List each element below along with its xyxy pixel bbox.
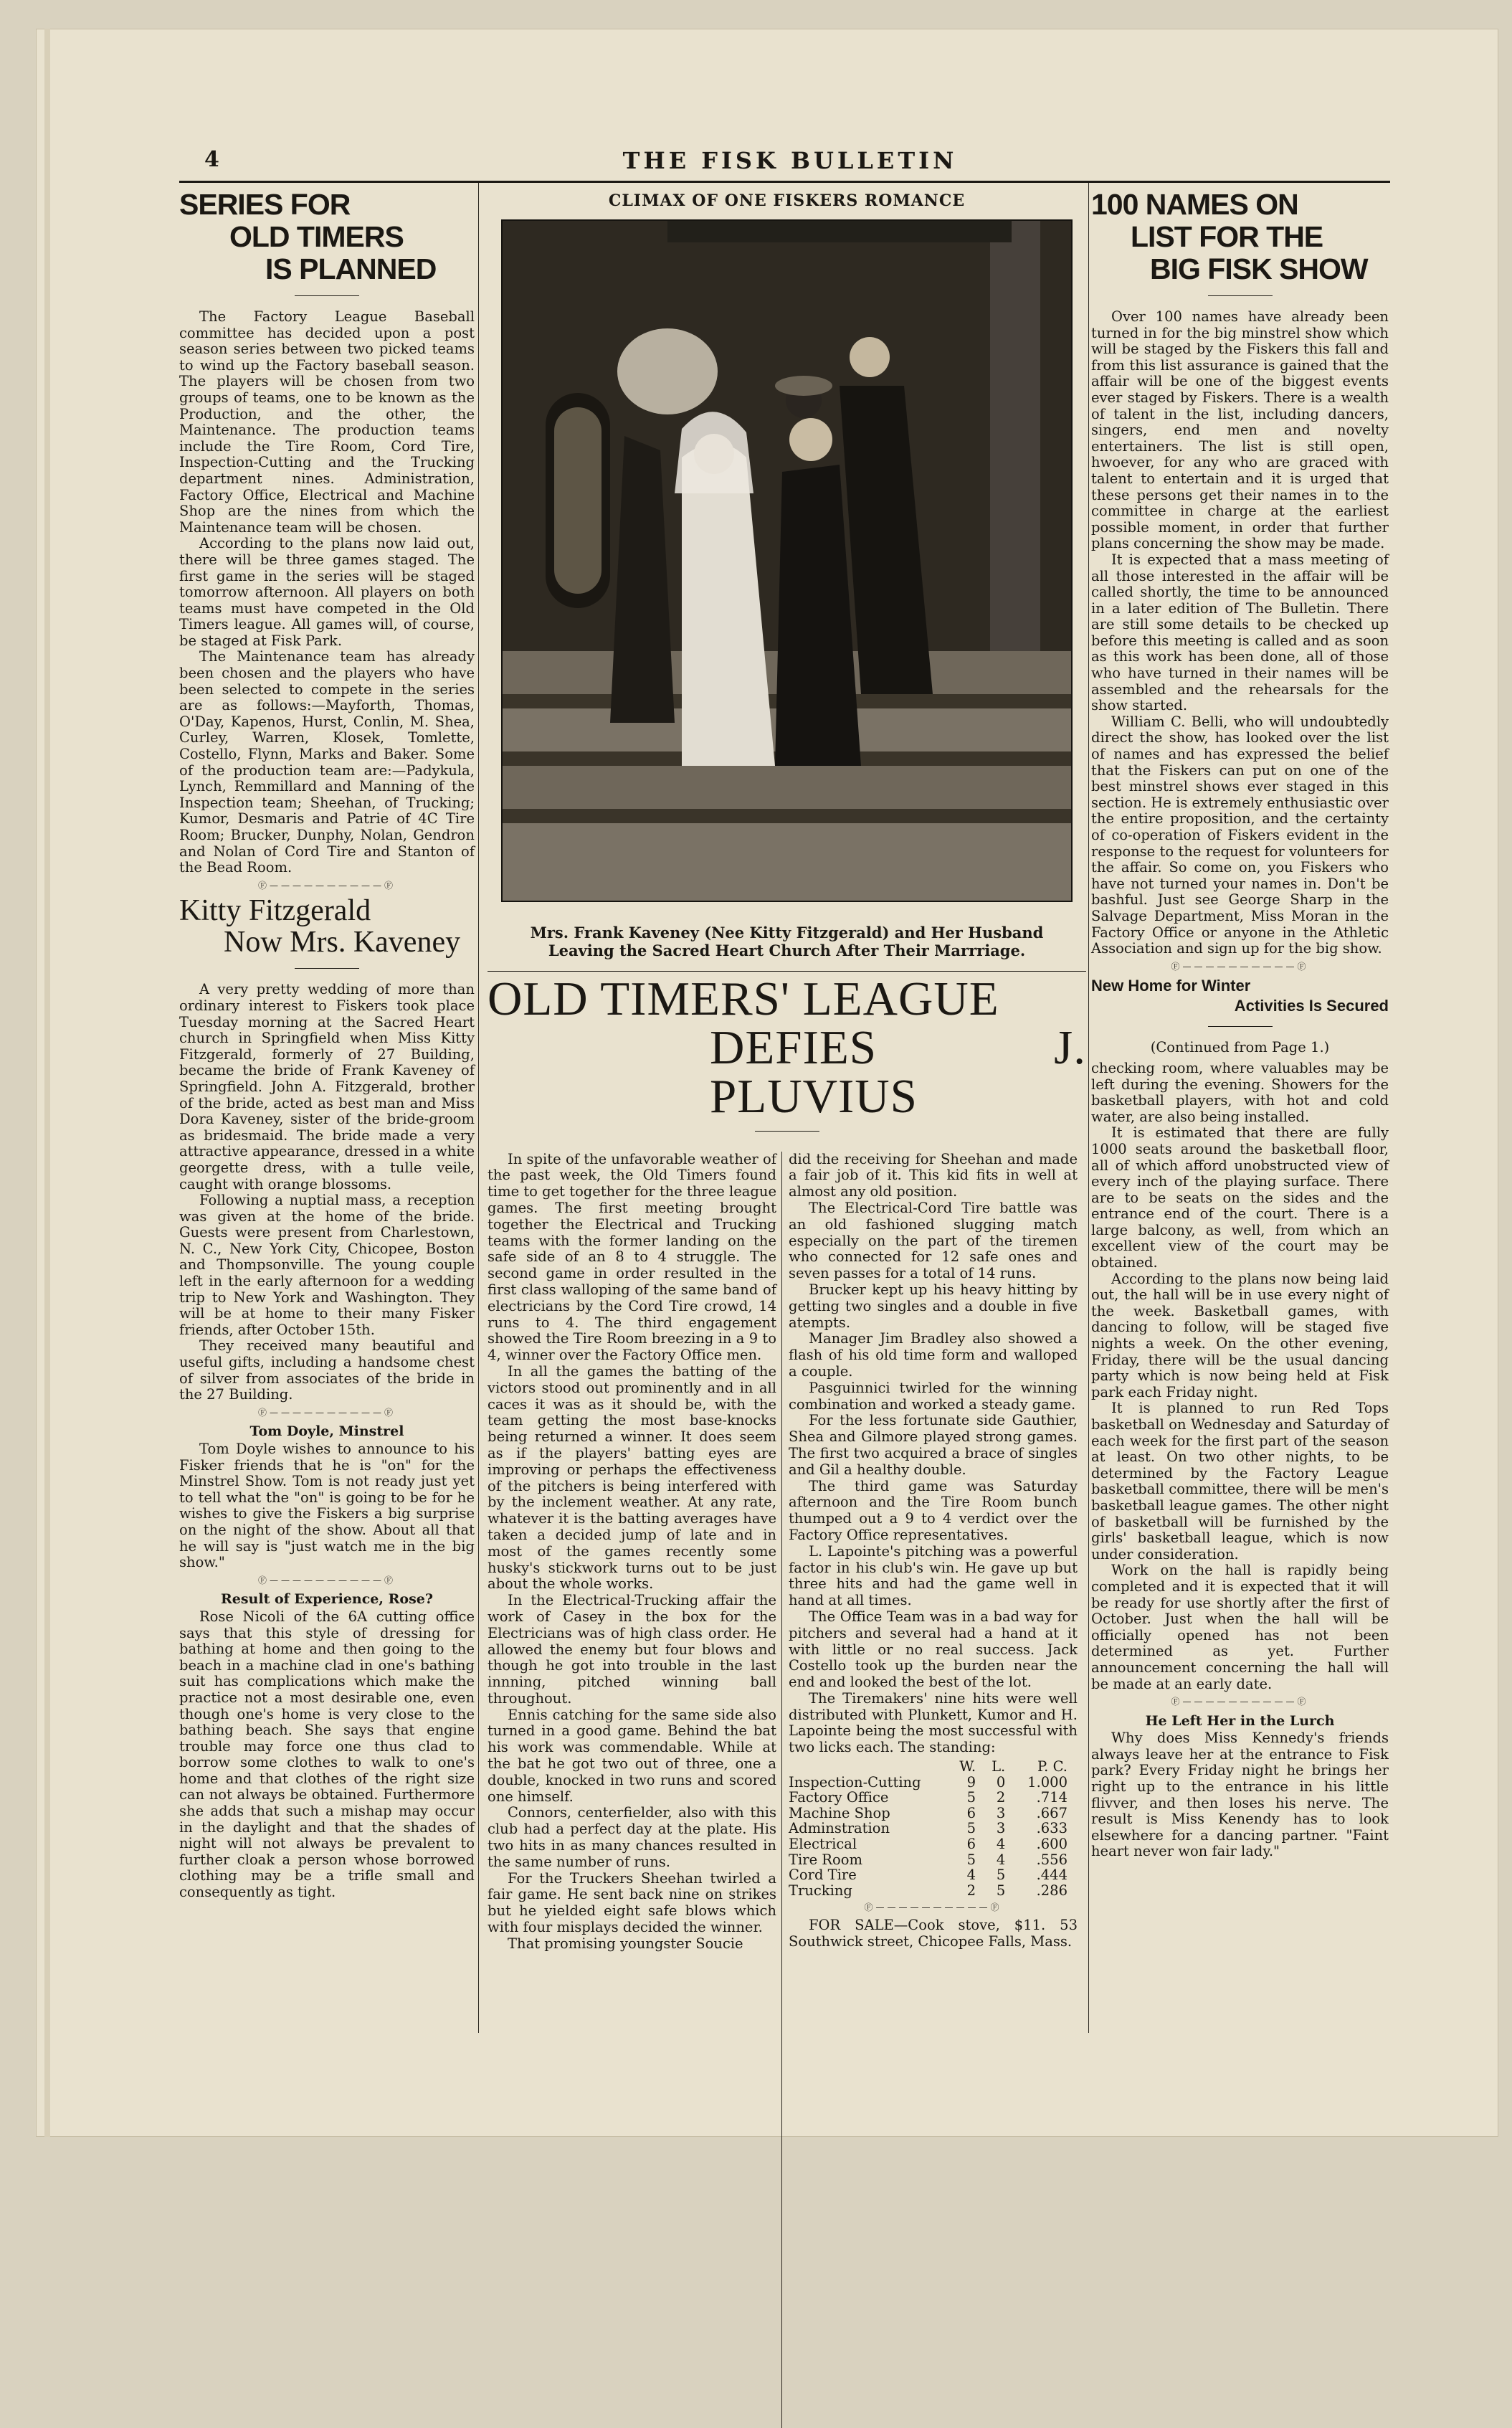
winter-headline xyxy=(1091,976,1389,1016)
divider xyxy=(755,1131,819,1132)
right-column xyxy=(1091,183,1389,1860)
article-paragraph: According to the plans now being laid out, the hall will be in use every night of the week. Basketball games, with dancing to follow, will be staged five nights a week. On the other evening, Friday, there will be the usual dancing party which is now being held at Fisk park each Friday night. xyxy=(1091,1270,1389,1400)
article-paragraph: It is expected that a mass meeting of all those interested in the affair will be called shortly, the time to be announced in a later edition of The Bulletin. There are still some details to be checked up before this meeting is called and as soon as this work has been done, all of those who have turned in their names will be assembled and the rehearsals for the show started. xyxy=(1091,551,1389,714)
losses: 5 xyxy=(996,1867,1006,1884)
headline-line: OLD TIMERS xyxy=(229,220,404,253)
standings-table xyxy=(789,1759,1078,1898)
pct: .633 xyxy=(1036,1820,1068,1837)
wins: 6 xyxy=(966,1836,976,1853)
wins: 4 xyxy=(966,1867,976,1884)
photo-caption xyxy=(488,924,1086,959)
page-fold-edge xyxy=(44,29,50,2137)
article-paragraph: Following a nuptial mass, a reception was given at the home of the bride. Guests were present from Charlestown, N. C., New York City, Chicopee, Boston and Thompsonville. The young couple left in the early afternoon for a wedding trip to New York and Washington. They will be at home to their many Fisker friends, after October 15th. xyxy=(179,1192,475,1338)
headline-line: Now Mrs. Kaveney xyxy=(224,926,461,959)
pct: 1.000 xyxy=(1027,1773,1068,1791)
article-paragraph: They received many beautiful and useful gifts, including a handsome chest of silver from associates of the bride in the 27 Building. xyxy=(179,1337,475,1403)
article-paragraph: It is planned to run Red Tops basketball on Wednesday and Saturday of each week for the first part of the season at least. On two other nights, to be determined by the Factory League basketball committee, there will be men's basketball league games. The other night of basketball will be furnished by the girls' basketball league, which is now under consideration. xyxy=(1091,1400,1389,1562)
headline-line: SERIES FOR xyxy=(179,188,351,221)
losses: 2 xyxy=(996,1789,1006,1806)
losses: 3 xyxy=(996,1820,1006,1837)
losses: 0 xyxy=(996,1773,1006,1791)
fisk-dingbat-divider: Ⓕ——————————Ⓕ xyxy=(864,1902,1002,1913)
team-name: Electrical xyxy=(789,1836,857,1853)
page-number: 4 xyxy=(204,147,219,172)
minstrel-headline xyxy=(1091,189,1389,285)
column-rule xyxy=(1088,183,1089,2033)
team-name: Inspection-Cutting xyxy=(789,1773,921,1791)
league-column-b xyxy=(789,1152,1078,1950)
divider xyxy=(295,295,359,296)
article-paragraph: Connors, centerfielder, also with this club had a perfect day at the plate. His two hits in as many chances resulted in the same number of runs. xyxy=(488,1804,776,1870)
article-paragraph: In the Electrical-Trucking affair the work of Casey in the box for the Electricians was of high class order. He allowed the enemy but four blows and though he got into trouble in the last innning, pitched winning ball throughout. xyxy=(488,1592,776,1707)
left-column xyxy=(179,183,475,1901)
article-paragraph: A very pretty wedding of more than ordinary interest to Fiskers took place Tuesday morning at the Sacred Heart church in Springfield when Miss Kitty Fitzgerald, formerly of 27 Building, became the bride of Frank Kaveney of Springfield. John A. Fitzgerald, brother of the bride, acted as best man and Miss Dora Kaveney, sister of the bride-groom as bridesmaid. The bride made a very attractive appearance, dressed in a white georgette dress, with a tulle veile, caught with orange blossoms. xyxy=(179,981,475,1192)
header-wins: W. xyxy=(959,1758,976,1775)
article-paragraph: For the Truckers Sheehan twirled a fair game. He sent back nine on strikes but he yielded eight safe blows which with four misplays decided the winner. xyxy=(488,1869,776,1936)
article-paragraph: Ennis catching for the same side also turned in a good game. Behind the bat his work was commendable. While at the bat he got two out of three, one a double, knocked in two runs and scored one himself. xyxy=(488,1706,776,1805)
team-name: Cord Tire xyxy=(789,1867,857,1884)
headline-line: DEFIES J. PLUVIUS xyxy=(710,1020,1086,1123)
column-rule xyxy=(781,1152,782,2428)
league-column-a xyxy=(488,1152,776,1953)
article-paragraph: The Maintenance team has already been chosen and the players who have been selected to compete in the series are as follows:—Mayforth, Thomas, O'Day, Kapenos, Hurst, Conlin, M. Shea, Curley, Warren, Klosek, Tomlette, Costello, Flynn, Marks and Baker. Some of the production team are:—Padykula, Lynch, Remmillard and Manning of the Inspection team; Sheehan, of Trucking; Kumor, Desmaris and Patrie of 4C Tire Room; Brucker, Dunphy, Nolan, Gendron and Nolan of Cord Tire and Stanton of the Bead Room. xyxy=(179,648,475,876)
headline-line: IS PLANNED xyxy=(265,252,437,285)
caption-line: Mrs. Frank Kaveney (Nee Kitty Fitzgerald) and Her Husband xyxy=(530,923,1044,942)
losses: 4 xyxy=(996,1836,1006,1853)
standings-row xyxy=(789,1836,1078,1852)
standings-row xyxy=(789,1883,1078,1899)
article-paragraph: Why does Miss Kennedy's friends always leave her at the entrance to Fisk park? Every Friday night he brings her right up to the entrance in his little flivver, and then loses his nerve. The result is Miss Kenendy has to look elsewhere for a dancing partner. "Faint heart never won fair lady." xyxy=(1091,1730,1389,1860)
article-paragraph: did the receiving for Sheehan and made a fair job of it. This kid fits in well at almost any old position. xyxy=(789,1150,1078,1200)
header-pct: P. C. xyxy=(1037,1758,1068,1775)
article-paragraph: The Factory League Baseball committee has decided upon a post season series between two picked teams to wind up the Factory baseball season. The players will be chosen from two groups of teams, one to be known as the Production, and the other, the Maintenance. The production teams include the Tire Room, Cord Tire, Inspection-Cutting and the Trucking department nines. Administration, Factory Office, Electrical and Machine Shop are the nines from which the Maintenance team will be chosen. xyxy=(179,308,475,536)
article-paragraph: Pasguinnici twirled for the winning combination and worked a steady game. xyxy=(789,1379,1078,1413)
team-name: Tire Room xyxy=(789,1851,862,1868)
team-name: Adminstration xyxy=(789,1820,890,1837)
divider xyxy=(295,968,359,969)
pct: .444 xyxy=(1036,1867,1068,1884)
article-paragraph: Over 100 names have already been turned in for the big minstrel show which will be staged by the Fiskers this fall and from this list assurance is gained that the affair will be one of the biggest events ever staged by Fiskers. There is a wealth of talent in the list, including dancers, singers, end men and novelty entertainers. The list is still open, hwoever, for any who are graced with talent to entertain and it is urged that these persons get their names in to the committee in charge at the earliest possible moment, in order that further plans concerning the show may be made. xyxy=(1091,308,1389,552)
wins: 5 xyxy=(966,1789,976,1806)
article-paragraph: According to the plans now laid out, there will be three games staged. The first game in the series will be staged tomorrow afternoon. All players on both teams must have competed in the Old Timers league. All games will, of course, be staged at Fisk Park. xyxy=(179,535,475,649)
headline-line: 100 NAMES ON xyxy=(1091,188,1298,221)
article-paragraph: In spite of the unfavorable weather of the past week, the Old Timers found time to get together for the three league games. The first meeting brought together the Electrical and Trucking teams with the former landing on the safe side of an 8 to 4 struggle. The second game in order resulted in the first class walloping of the same band of electricians by the Cord Tire crowd, 14 runs to 4. The third engagement showed the Tire Room breezing in a 9 to 4, winner over the Factory Office men. xyxy=(488,1150,776,1364)
team-name: Factory Office xyxy=(789,1789,889,1806)
headline-line: Activities Is Secured xyxy=(1234,997,1389,1015)
headline-line: LIST FOR THE xyxy=(1131,220,1323,253)
standings-row xyxy=(789,1852,1078,1868)
header-losses: L. xyxy=(992,1758,1006,1775)
standings-row xyxy=(789,1867,1078,1883)
pct: .286 xyxy=(1036,1882,1068,1899)
pct: .556 xyxy=(1036,1851,1068,1868)
article-paragraph: L. Lapointe's pitching was a powerful factor in his club's win. He gave up but three hits and had the game well in hand at all times. xyxy=(789,1542,1078,1609)
article-paragraph: Manager Jim Bradley also showed a flash of his old time form and walloped a couple. xyxy=(789,1330,1078,1380)
wins: 5 xyxy=(966,1851,976,1868)
fisk-dingbat-divider: Ⓕ——————————Ⓕ xyxy=(257,1575,396,1585)
doyle-subhead: Tom Doyle, Minstrel xyxy=(249,1423,404,1440)
middle-column xyxy=(488,183,1086,1952)
team-name: Machine Shop xyxy=(789,1804,890,1821)
article-paragraph: The Tiremakers' nine hits were well distributed with Plunkett, Kumor and H. Lapointe being the most successful with two licks each. The standing: xyxy=(789,1689,1078,1756)
headline-line: Kitty Fitzgerald xyxy=(179,894,371,928)
article-paragraph: Tom Doyle wishes to announce to his Fisker friends that he is "on" for the Minstrel Show. Tom is not ready just yet to tell what the "on" is going to be for he wishes to give the Fiskers a big surprise on the night of the show. About all that he will say is "just watch me in the big show." xyxy=(179,1441,475,1571)
caption-line: Leaving the Sacred Heart Church After Their Marrriage. xyxy=(548,941,1026,959)
standings-row xyxy=(789,1806,1078,1821)
for-sale-ad: FOR SALE—Cook stove, $11. 53 Southwick street, Chicopee Falls, Mass. xyxy=(789,1917,1078,1950)
standings-header-row xyxy=(789,1759,1078,1775)
fisk-dingbat-divider: Ⓕ——————————Ⓕ xyxy=(1171,961,1309,972)
masthead xyxy=(197,147,1383,176)
wins: 9 xyxy=(966,1773,976,1791)
series-headline xyxy=(179,189,475,285)
article-paragraph: It is estimated that there are fully 1000 seats around the basketball floor, all of which afford unobstructed view of every inch of the playing surface. There are to be seats on the sides and the entrance end of the court. There is a large balcony, as well, from which an excellent view of the court may be obtained. xyxy=(1091,1124,1389,1271)
article-paragraph: Brucker kept up his heavy hitting by getting two singles and a double in five atempts. xyxy=(789,1281,1078,1331)
rose-subhead: Result of Experience, Rose? xyxy=(220,1591,434,1608)
article-paragraph: That promising youngster Soucie xyxy=(508,1935,743,1952)
lurch-subhead: He Left Her in the Lurch xyxy=(1145,1712,1335,1729)
pct: .714 xyxy=(1036,1789,1068,1806)
article-paragraph: Work on the hall is rapidly being completed and it is expected that it will be ready for use shortly after the first of October. Just when the hall will be officially opened has not been determined as yet. Further announcement concerning the hall will be made at an early date. xyxy=(1091,1562,1389,1692)
losses: 3 xyxy=(996,1804,1006,1821)
headline-line: New Home for Winter xyxy=(1091,977,1251,995)
losses: 5 xyxy=(996,1882,1006,1899)
fisk-dingbat-divider: Ⓕ——————————Ⓕ xyxy=(1171,1697,1309,1707)
article-paragraph: The Office Team was in a bad way for pitchers and several had a hand at it with little or no real success. Jack Costello took up the burden near the end and looked the best of the lot. xyxy=(789,1608,1078,1691)
continued-note: (Continued from Page 1.) xyxy=(1150,1039,1330,1056)
wins: 6 xyxy=(966,1804,976,1821)
article-paragraph: The Electrical-Cord Tire battle was an old fashioned slugging match especially on the part of the tiremen who connected for 12 safe ones and seven passes for a total of 14 runs. xyxy=(789,1199,1078,1282)
league-headline xyxy=(488,974,1086,1121)
headline-line: OLD TIMERS' LEAGUE xyxy=(488,972,999,1025)
losses: 4 xyxy=(996,1851,1006,1868)
standings-row xyxy=(789,1821,1078,1836)
divider xyxy=(488,971,1086,972)
standings-row xyxy=(789,1790,1078,1806)
pct: .667 xyxy=(1036,1804,1068,1821)
wins: 2 xyxy=(966,1882,976,1899)
wedding-photo xyxy=(501,219,1073,902)
article-paragraph: Rose Nicoli of the 6A cutting office says that this style of dressing for bathing at home and then going to the beach in a machine clad in one's bathing suit has complications which make the practice not a most desirable one, even though one's home is very close to the bathing beach. She says that engine trouble may force one thus clad to borrow some clothes to walk to one's home and that clothes of the right size can not always be obtained. Furthermore she adds that such a mishap may occur in the daylight and that the shades of night will not always be prevalent to further cloak a person whose borrowed clothing may be a trifle small and consequently as tight. xyxy=(179,1608,475,1901)
standings-row xyxy=(789,1775,1078,1791)
team-name: Trucking xyxy=(789,1882,852,1899)
fisk-dingbat-divider: Ⓕ——————————Ⓕ xyxy=(257,880,396,891)
wins: 5 xyxy=(966,1820,976,1837)
pct: .600 xyxy=(1036,1836,1068,1853)
newspaper-title: THE FISK BULLETIN xyxy=(622,147,958,174)
wedding-photo-illustration xyxy=(503,221,1071,901)
photo-title: CLIMAX OF ONE FISKERS ROMANCE xyxy=(608,191,966,210)
column-rule xyxy=(478,183,479,2033)
article-paragraph: In all the games the batting of the victors stood out prominently and in all caces it was as it should be, with the team getting the most base-knocks being returned a winner. It does seem as if the players' batting eyes are improving or perhaps the effectiveness of the pitchers is being interfered with by the inclement weather. At any rate, whatever it is the batting averages have taken a decided jump of late and in most of the games recently some husky's stickwork turns out to be just about the whole works. xyxy=(488,1362,776,1593)
divider xyxy=(1208,1026,1273,1027)
kitty-headline xyxy=(179,895,475,958)
fisk-dingbat-divider: Ⓕ——————————Ⓕ xyxy=(257,1407,396,1418)
headline-line: BIG FISK SHOW xyxy=(1150,252,1368,285)
article-paragraph: For the less fortunate side Gauthier, Shea and Gilmore played strong games. The first two acquired a brace of singles and Gil a healthy double. xyxy=(789,1412,1078,1478)
divider xyxy=(1208,295,1273,296)
article-paragraph: checking room, where valuables may be left during the evening. Showers for the basketball players, with hot and cold water, are also being installed. xyxy=(1091,1059,1389,1125)
article-paragraph: William C. Belli, who will undoubtedly direct the show, has looked over the list of names and has expressed the belief that the Fiskers can put on one of the best minstrel shows ever staged in this section. He is extremely enthusiastic over the entire proposition, and the certainty of co-operation of Fiskers evident in the response to the request for volunteers for the affair. So come on, you Fiskers who have not turned your names in. Don't be bashful. Just see George Sharp in the Salvage Department, Miss Moran in the Factory Office or anyone in the Athletic Association and sign up for the big show. xyxy=(1091,713,1389,957)
article-paragraph: The third game was Saturday afternoon and the Tire Room bunch thumped out a 9 to 4 verdict over the Factory Office representatives. xyxy=(789,1477,1078,1543)
